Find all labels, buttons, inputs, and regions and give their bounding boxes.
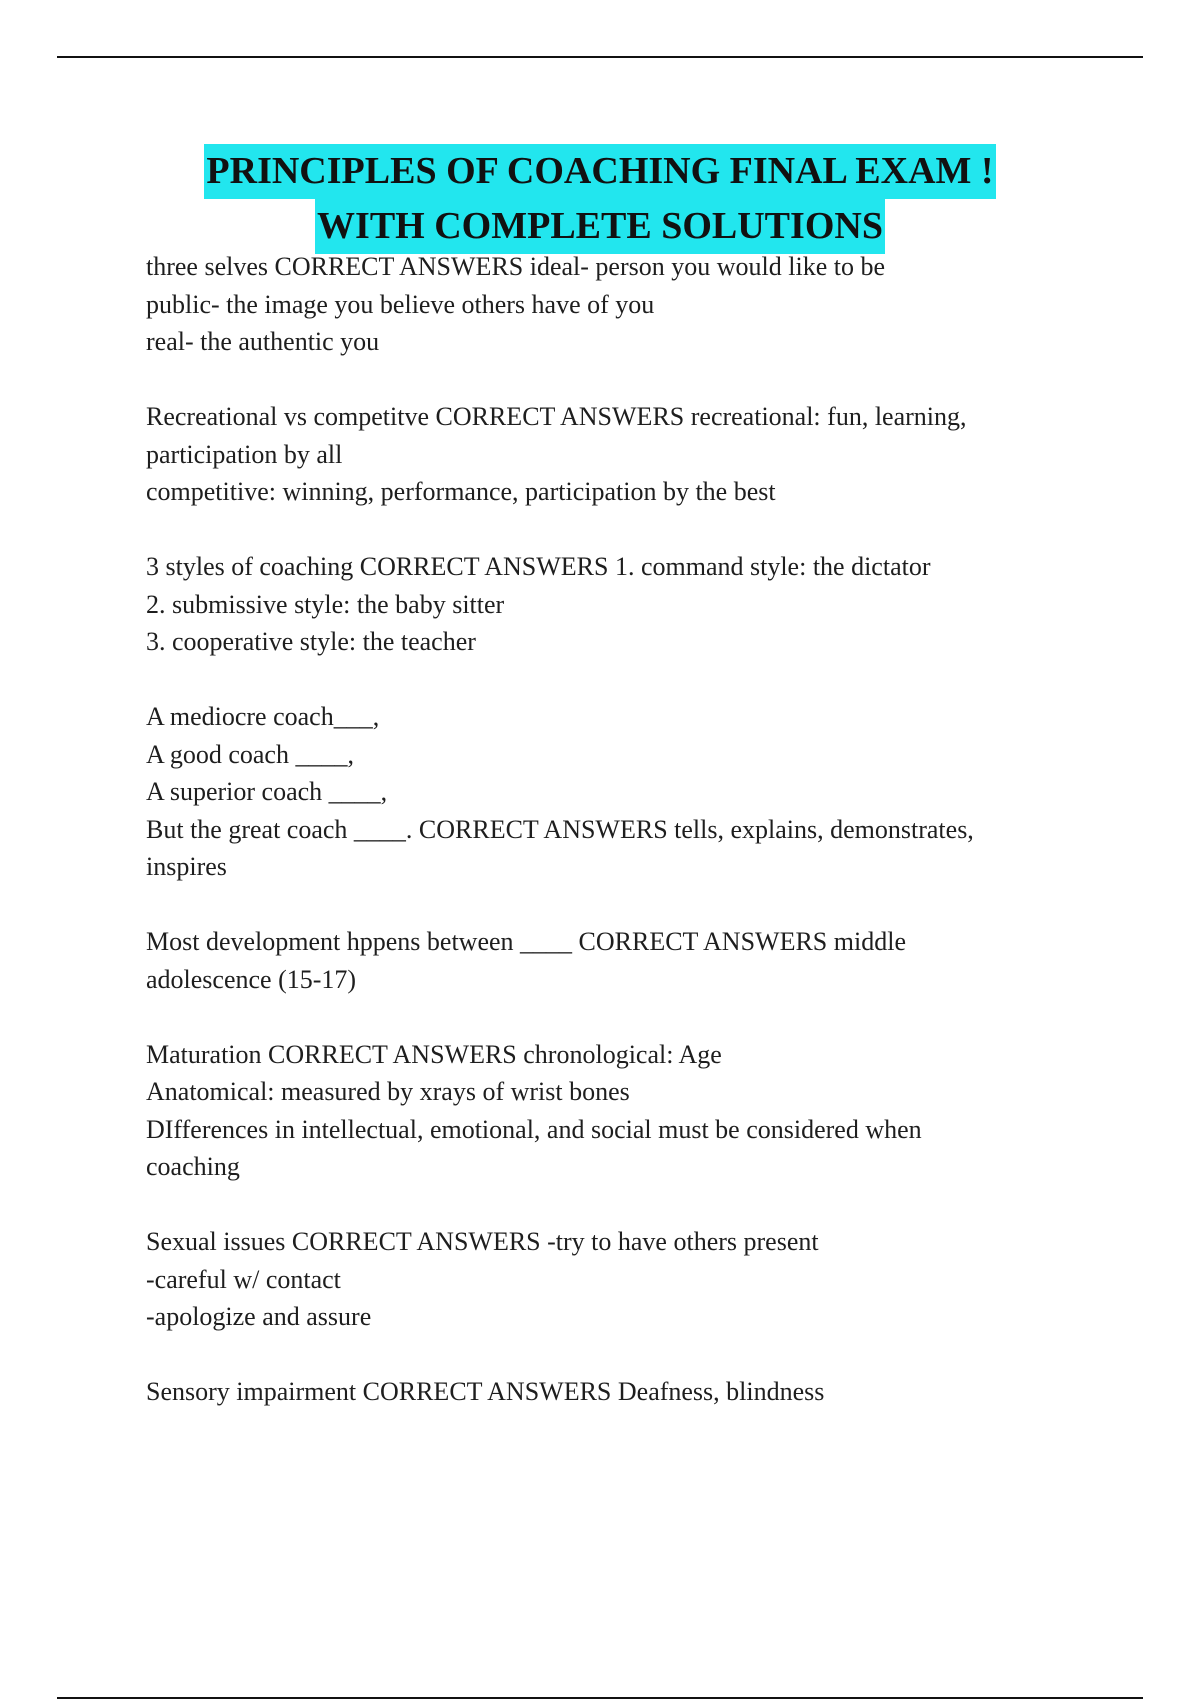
qa-entry-recreational-vs-competitive [146, 398, 1106, 511]
text-line: Sensory impairment CORRECT ANSWERS Deafness, blindness [146, 1377, 825, 1406]
title-line-2: WITH COMPLETE SOLUTIONS [315, 199, 885, 254]
top-rule [57, 56, 1143, 58]
text-line: A superior coach ____, [146, 777, 388, 806]
text-line: Recreational vs competitve CORRECT ANSWERS recreational: fun, learning, [146, 402, 967, 431]
text-line: 2. submissive style: the baby sitter [146, 589, 505, 619]
text-line: -careful w/ contact [146, 1264, 341, 1294]
qa-entry-sensory-impairment [146, 1373, 1106, 1411]
text-line: DIfferences in intellectual, emotional, and social must be considered when [146, 1114, 922, 1144]
title-line-1: PRINCIPLES OF COACHING FINAL EXAM ! [204, 144, 995, 199]
qa-entry-maturation [146, 1036, 1106, 1186]
document-body [146, 248, 1106, 1448]
text-line: public- the image you believe others have of you [146, 289, 655, 319]
text-line: three selves CORRECT ANSWERS ideal- person you would like to be [146, 252, 885, 281]
qa-entry-sexual-issues [146, 1223, 1106, 1336]
qa-entry-three-selves [146, 248, 1106, 361]
qa-entry-great-coach [146, 698, 1106, 886]
text-line: A good coach ____, [146, 739, 354, 769]
text-line: Sexual issues CORRECT ANSWERS -try to have others present [146, 1227, 819, 1256]
text-line: coaching [146, 1152, 240, 1181]
text-line: Anatomical: measured by xrays of wrist bones [146, 1077, 630, 1106]
text-line: participation by all [146, 439, 343, 469]
text-line: 3 styles of coaching CORRECT ANSWERS 1. command style: the dictator [146, 552, 931, 581]
qa-entry-development [146, 923, 1106, 998]
text-line: -apologize and assure [146, 1302, 372, 1331]
document-title [0, 144, 1200, 254]
text-line: real- the authentic you [146, 327, 380, 356]
text-line: Most development hppens between ____ CORRECT ANSWERS middle [146, 927, 906, 956]
text-line: A mediocre coach___, [146, 702, 380, 731]
text-line: 3. cooperative style: the teacher [146, 627, 476, 656]
text-line: Maturation CORRECT ANSWERS chronological: Age [146, 1039, 722, 1069]
text-line: competitive: winning, performance, participation by the best [146, 477, 776, 506]
text-line: adolescence (15-17) [146, 964, 357, 994]
qa-entry-coaching-styles [146, 548, 1106, 661]
bottom-rule [57, 1697, 1143, 1699]
text-line: inspires [146, 852, 227, 881]
text-line: But the great coach ____. CORRECT ANSWERS tells, explains, demonstrates, [146, 814, 974, 844]
